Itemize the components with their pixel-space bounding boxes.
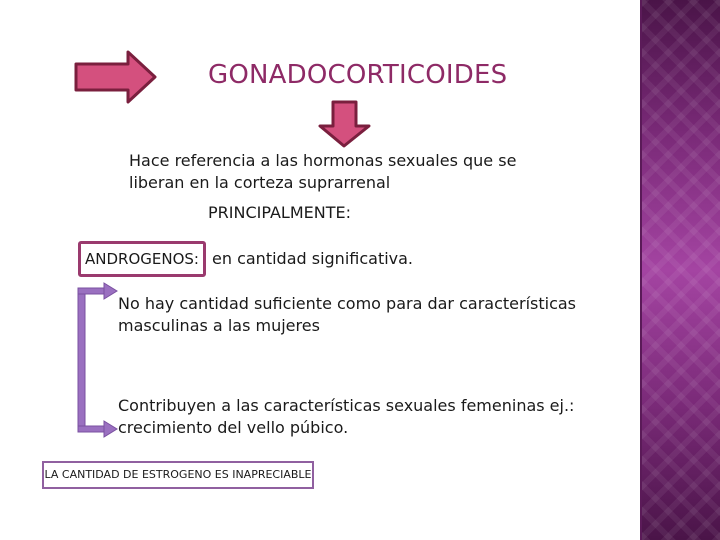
bracket-connector-icon — [78, 283, 117, 437]
estrogen-note-box: LA CANTIDAD DE ESTROGENO ES INAPRECIABLE — [42, 461, 314, 489]
androgen-description: en cantidad significativa. — [212, 249, 414, 268]
slide-title: GONADOCORTICOIDES — [208, 60, 508, 90]
point-1-line-1: No hay cantidad suficiente como para dar características — [118, 294, 577, 313]
intro-line-1: Hace referencia a las hormonas sexuales que se — [129, 151, 517, 170]
point-2-line-1: Contribuyen a las características sexuales femeninas ej.: — [118, 396, 575, 415]
point-1-line-2: masculinas a las mujeres — [118, 316, 320, 335]
principal-heading: PRINCIPALMENTE: — [208, 203, 351, 222]
intro-line-2: liberan en la corteza suprarrenal — [129, 173, 391, 192]
right-arrow-icon — [76, 52, 155, 102]
androgen-label-box: ANDROGENOS: — [78, 241, 206, 277]
point-2-line-2: crecimiento del vello púbico. — [118, 418, 349, 437]
down-arrow-icon — [320, 102, 369, 146]
